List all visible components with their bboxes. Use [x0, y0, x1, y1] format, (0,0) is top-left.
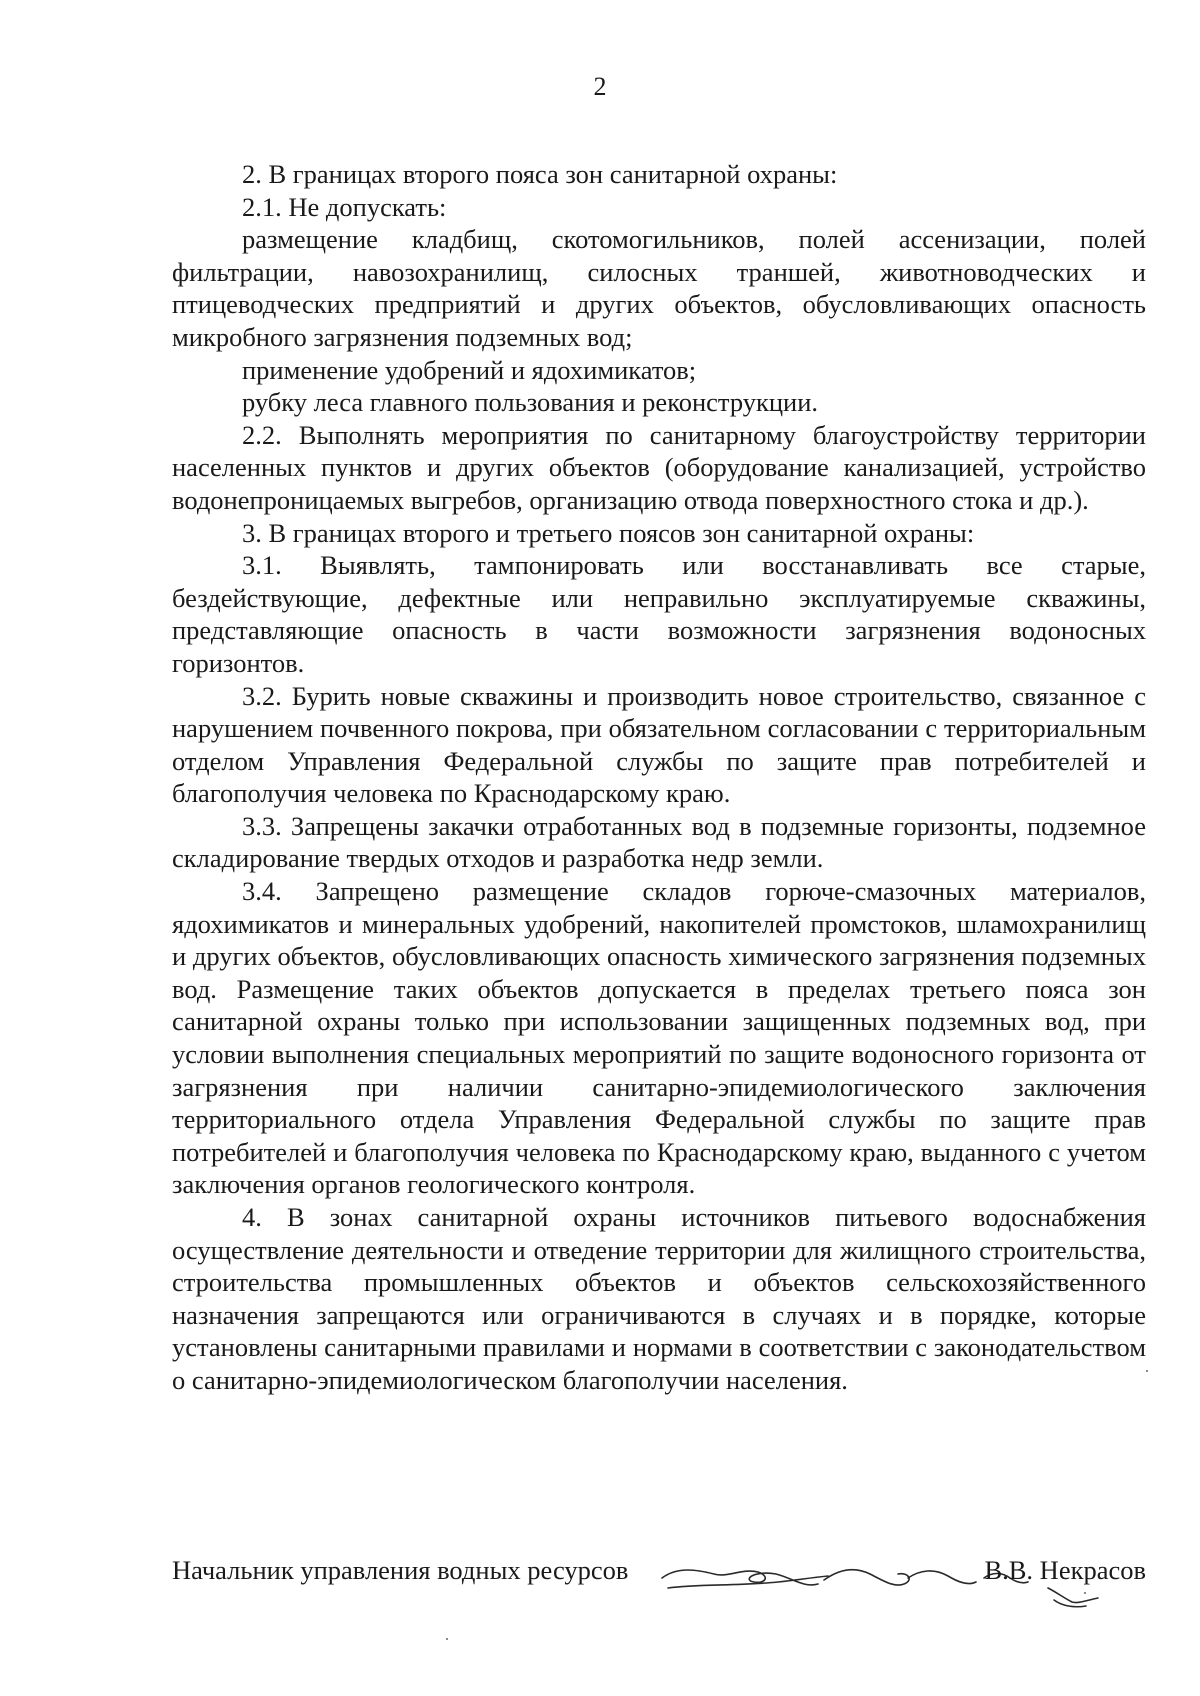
signatory-title: Начальник управления водных ресурсов	[172, 1555, 629, 1585]
paragraph-4: 4. В зонах санитарной охраны источников питьевого водоснабжения осуществление деятельности и отведение территории для жилищного строительства, строительства промышленных объектов и объектов сельскохозяйственного назначения запрещаются или ограничиваются в случаях и в порядке, которые установлены санитарными правилами и нормами в соответствии с законодательством о санитарно-эпидемиологическом благополучии населения.	[172, 1202, 1146, 1395]
paragraph-2: 2. В границах второго пояса зон санитарной охраны:	[242, 159, 838, 189]
scan-speck	[446, 1638, 448, 1640]
page-number: 2	[593, 72, 607, 101]
paragraph-2-1-logging: рубку леса главного пользования и реконструкции.	[242, 387, 819, 418]
paragraph-3-3: 3.3. Запрещены закачки отработанных вод в подземные горизонты, подземное складирование твердых отходов и разработка недр земли.	[172, 810, 1146, 874]
signatory-name: В.В. Некрасов	[984, 1555, 1146, 1585]
paragraph-3-1: 3.1. Выявлять, тампонировать или восстанавливать все старые, бездействующие, дефектные или неправильно эксплуатируемые скважины, представляющие опасность в части возможности загрязнения водоносных горизонтов.	[172, 550, 1146, 678]
paragraph-3: 3. В границах второго и третьего поясов зон санитарной охраны:	[242, 517, 975, 548]
paragraph-2-1: 2.1. Не допускать:	[242, 191, 447, 222]
paragraph-2-2: 2.2. Выполнять мероприятия по санитарному благоустройству территории населенных пунктов и других объектов (оборудование канализацией, устройство водонепроницаемых выгребов, организацию отвода поверхностного стока и др.).	[172, 419, 1146, 515]
scan-speck	[1146, 1370, 1148, 1372]
signature-block	[172, 1554, 1146, 1618]
paragraph-2-1-burials: размещение кладбищ, скотомогильников, полей ассенизации, полей фильтрации, навозохранилищ, силосных траншей, животноводческих и птицеводческих предприятий и других объектов, обусловливающих опасность микробного загрязнения подземных вод;	[172, 224, 1146, 352]
paragraph-3-4: 3.4. Запрещено размещение складов горюче-смазочных материалов, ядохимикатов и минеральных удобрений, накопителей промстоков, шламохранилищ и других объектов, обусловливающих опасность химического загрязнения подземных вод. Размещение таких объектов допускается в пределах третьего пояса зон санитарной охраны только при использовании защищенных подземных вод, при условии выполнения специальных мероприятий по защите водоносного горизонта от загрязнения при наличии санитарно-эпидемиологического заключения территориального отдела Управления Федеральной службы по защите прав потребителей и благополучия человека по Краснодарскому краю, выданного с учетом заключения органов геологического контроля.	[172, 876, 1146, 1200]
paragraph-3-2: 3.2. Бурить новые скважины и производить новое строительство, связанное с нарушением почвенного покрова, при обязательном согласовании с территориальным отделом Управления Федеральной службы по защите прав потребителей и благополучия человека по Краснодарскому краю.	[172, 680, 1146, 809]
paragraph-2-1-fertilizers: применение удобрений и ядохимикатов;	[242, 354, 697, 385]
scan-speck	[1084, 1592, 1086, 1594]
document-body	[172, 158, 1146, 1397]
